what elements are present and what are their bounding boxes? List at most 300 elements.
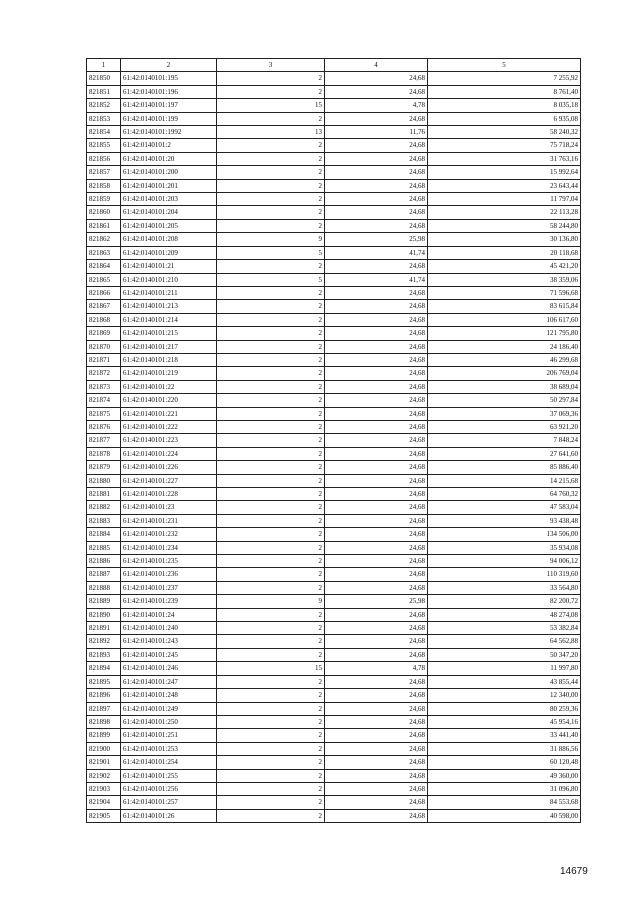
cadastral-number-cell: 61:42:0140101:247 (121, 675, 217, 688)
table-row (87, 635, 581, 648)
column-4-cell: 24,68 (325, 514, 428, 527)
column-4-cell: 24,68 (325, 219, 428, 232)
column-3-cell: 2 (217, 300, 325, 313)
row-number-cell: 821887 (87, 568, 121, 581)
column-4-cell: 24,68 (325, 193, 428, 206)
cadastral-number-cell: 61:42:0140101:204 (121, 206, 217, 219)
value-cell: 106 617,60 (428, 313, 581, 326)
column-3-cell: 2 (217, 796, 325, 809)
column-3-cell: 2 (217, 327, 325, 340)
column-3-cell: 9 (217, 233, 325, 246)
column-3-cell: 2 (217, 702, 325, 715)
column-3-cell: 2 (217, 139, 325, 152)
column-3-cell: 2 (217, 206, 325, 219)
cadastral-number-cell: 61:42:0140101:200 (121, 166, 217, 179)
cadastral-number-cell: 61:42:0140101:209 (121, 246, 217, 259)
cadastral-number-cell: 61:42:0140101:257 (121, 796, 217, 809)
value-cell: 38 689,04 (428, 380, 581, 393)
value-cell: 7 255,92 (428, 72, 581, 85)
column-4-cell: 24,68 (325, 152, 428, 165)
column-header: 1 (87, 59, 121, 72)
value-cell: 22 113,28 (428, 206, 581, 219)
column-3-cell: 2 (217, 179, 325, 192)
column-4-cell: 24,68 (325, 353, 428, 366)
cadastral-number-cell: 61:42:0140101:232 (121, 528, 217, 541)
cadastral-number-cell: 61:42:0140101:219 (121, 367, 217, 380)
column-4-cell: 24,68 (325, 260, 428, 273)
table-row (87, 313, 581, 326)
table-row (87, 233, 581, 246)
column-3-cell: 15 (217, 662, 325, 675)
column-3-cell: 2 (217, 769, 325, 782)
column-3-cell: 5 (217, 246, 325, 259)
value-cell: 37 069,36 (428, 407, 581, 420)
table-row (87, 394, 581, 407)
row-number-cell: 821882 (87, 501, 121, 514)
table-row (87, 72, 581, 85)
table-row (87, 555, 581, 568)
row-number-cell: 821888 (87, 581, 121, 594)
row-number-cell: 821861 (87, 219, 121, 232)
row-number-cell: 821900 (87, 742, 121, 755)
column-4-cell: 24,68 (325, 742, 428, 755)
row-number-cell: 821858 (87, 179, 121, 192)
value-cell: 31 096,80 (428, 782, 581, 795)
row-number-cell: 821872 (87, 367, 121, 380)
value-cell: 64 760,32 (428, 488, 581, 501)
cadastral-number-cell: 61:42:0140101:20 (121, 152, 217, 165)
value-cell: 84 553,68 (428, 796, 581, 809)
column-3-cell: 13 (217, 126, 325, 139)
column-4-cell: 24,68 (325, 340, 428, 353)
value-cell: 12 340,00 (428, 689, 581, 702)
cadastral-number-cell: 61:42:0140101:223 (121, 434, 217, 447)
cadastral-number-cell: 61:42:0140101:253 (121, 742, 217, 755)
row-number-cell: 821901 (87, 756, 121, 769)
value-cell: 6 935,08 (428, 112, 581, 125)
column-4-cell: 24,68 (325, 179, 428, 192)
value-cell: 20 118,68 (428, 246, 581, 259)
table-row (87, 608, 581, 621)
column-4-cell: 24,68 (325, 420, 428, 433)
row-number-cell: 821890 (87, 608, 121, 621)
value-cell: 82 200,72 (428, 595, 581, 608)
cadastral-number-cell: 61:42:0140101:222 (121, 420, 217, 433)
row-number-cell: 821852 (87, 99, 121, 112)
column-3-cell: 2 (217, 407, 325, 420)
column-4-cell: 24,68 (325, 488, 428, 501)
row-number-cell: 821870 (87, 340, 121, 353)
cadastral-number-cell: 61:42:0140101:21 (121, 260, 217, 273)
table-row (87, 219, 581, 232)
table-row (87, 702, 581, 715)
value-cell: 58 240,32 (428, 126, 581, 139)
row-number-cell: 821899 (87, 729, 121, 742)
row-number-cell: 821902 (87, 769, 121, 782)
row-number-cell: 821873 (87, 380, 121, 393)
column-4-cell: 24,68 (325, 541, 428, 554)
table-row (87, 689, 581, 702)
value-cell: 58 244,80 (428, 219, 581, 232)
table-row (87, 260, 581, 273)
value-cell: 30 136,80 (428, 233, 581, 246)
table-row (87, 273, 581, 286)
column-4-cell: 24,68 (325, 434, 428, 447)
value-cell: 94 006,12 (428, 555, 581, 568)
column-4-cell: 24,68 (325, 474, 428, 487)
cadastral-number-cell: 61:42:0140101:231 (121, 514, 217, 527)
column-header: 3 (217, 59, 325, 72)
table-row (87, 179, 581, 192)
column-4-cell: 24,68 (325, 501, 428, 514)
column-3-cell: 2 (217, 420, 325, 433)
column-4-cell: 41,74 (325, 246, 428, 259)
column-3-cell: 9 (217, 595, 325, 608)
row-number-cell: 821893 (87, 648, 121, 661)
column-header: 2 (121, 59, 217, 72)
column-4-cell: 24,68 (325, 635, 428, 648)
table-row (87, 796, 581, 809)
cadastral-number-cell: 61:42:0140101:205 (121, 219, 217, 232)
column-3-cell: 2 (217, 541, 325, 554)
column-3-cell: 2 (217, 166, 325, 179)
row-number-cell: 821862 (87, 233, 121, 246)
table-row (87, 420, 581, 433)
cadastral-number-cell: 61:42:0140101:220 (121, 394, 217, 407)
value-cell: 85 886,40 (428, 461, 581, 474)
cadastral-number-cell: 61:42:0140101:22 (121, 380, 217, 393)
column-header: 4 (325, 59, 428, 72)
value-cell: 45 421,20 (428, 260, 581, 273)
table-row (87, 715, 581, 728)
cadastral-number-cell: 61:42:0140101:236 (121, 568, 217, 581)
row-number-cell: 821860 (87, 206, 121, 219)
row-number-cell: 821886 (87, 555, 121, 568)
column-3-cell: 2 (217, 742, 325, 755)
column-3-cell: 2 (217, 380, 325, 393)
cadastral-number-cell: 61:42:0140101:234 (121, 541, 217, 554)
column-4-cell: 24,68 (325, 729, 428, 742)
column-3-cell: 2 (217, 353, 325, 366)
column-4-cell: 24,68 (325, 139, 428, 152)
column-3-cell: 2 (217, 447, 325, 460)
value-cell: 71 596,68 (428, 286, 581, 299)
column-3-cell: 2 (217, 675, 325, 688)
column-3-cell: 2 (217, 689, 325, 702)
cadastral-number-cell: 61:42:0140101:250 (121, 715, 217, 728)
row-number-cell: 821854 (87, 126, 121, 139)
table-row (87, 514, 581, 527)
table-row (87, 246, 581, 259)
row-number-cell: 821875 (87, 407, 121, 420)
row-number-cell: 821889 (87, 595, 121, 608)
column-3-cell: 2 (217, 72, 325, 85)
column-3-cell: 2 (217, 260, 325, 273)
row-number-cell: 821857 (87, 166, 121, 179)
value-cell: 23 643,44 (428, 179, 581, 192)
row-number-cell: 821868 (87, 313, 121, 326)
column-3-cell: 2 (217, 501, 325, 514)
column-3-cell: 2 (217, 461, 325, 474)
column-3-cell: 2 (217, 756, 325, 769)
column-3-cell: 2 (217, 286, 325, 299)
column-3-cell: 2 (217, 528, 325, 541)
cadastral-number-cell: 61:42:0140101:243 (121, 635, 217, 648)
column-4-cell: 24,68 (325, 675, 428, 688)
table-row (87, 474, 581, 487)
cadastral-number-cell: 61:42:0140101:227 (121, 474, 217, 487)
column-4-cell: 24,68 (325, 756, 428, 769)
cadastral-number-cell: 61:42:0140101:208 (121, 233, 217, 246)
value-cell: 40 598,00 (428, 809, 581, 822)
value-cell: 53 382,84 (428, 622, 581, 635)
value-cell: 48 274,08 (428, 608, 581, 621)
value-cell: 75 718,24 (428, 139, 581, 152)
table-row (87, 756, 581, 769)
column-4-cell: 24,68 (325, 555, 428, 568)
row-number-cell: 821903 (87, 782, 121, 795)
column-3-cell: 2 (217, 474, 325, 487)
column-3-cell: 2 (217, 568, 325, 581)
value-cell: 45 954,16 (428, 715, 581, 728)
cadastral-number-cell: 61:42:0140101:246 (121, 662, 217, 675)
column-3-cell: 2 (217, 514, 325, 527)
cadastral-number-cell: 61:42:0140101:237 (121, 581, 217, 594)
value-cell: 46 299,68 (428, 353, 581, 366)
value-cell: 110 319,60 (428, 568, 581, 581)
row-number-cell: 821892 (87, 635, 121, 648)
row-number-cell: 821865 (87, 273, 121, 286)
cadastral-number-cell: 61:42:0140101:2 (121, 139, 217, 152)
value-cell: 49 360,00 (428, 769, 581, 782)
column-3-cell: 5 (217, 273, 325, 286)
cadastral-number-cell: 61:42:0140101:254 (121, 756, 217, 769)
column-3-cell: 2 (217, 555, 325, 568)
cadastral-number-cell: 61:42:0140101:248 (121, 689, 217, 702)
cadastral-number-cell: 61:42:0140101:199 (121, 112, 217, 125)
table-row (87, 300, 581, 313)
value-cell: 35 934,08 (428, 541, 581, 554)
table-row (87, 380, 581, 393)
table-row (87, 488, 581, 501)
row-number-cell: 821876 (87, 420, 121, 433)
table-row (87, 648, 581, 661)
row-number-cell: 821895 (87, 675, 121, 688)
column-4-cell: 24,68 (325, 568, 428, 581)
row-number-cell: 821894 (87, 662, 121, 675)
row-number-cell: 821864 (87, 260, 121, 273)
table-row (87, 152, 581, 165)
column-3-cell: 2 (217, 488, 325, 501)
cadastral-number-cell: 61:42:0140101:214 (121, 313, 217, 326)
table-row (87, 501, 581, 514)
table-row (87, 809, 581, 822)
value-cell: 27 641,60 (428, 447, 581, 460)
column-4-cell: 25,98 (325, 595, 428, 608)
row-number-cell: 821891 (87, 622, 121, 635)
cadastral-number-cell: 61:42:0140101:196 (121, 85, 217, 98)
column-3-cell: 2 (217, 715, 325, 728)
row-number-cell: 821905 (87, 809, 121, 822)
column-3-cell: 2 (217, 340, 325, 353)
row-number-cell: 821898 (87, 715, 121, 728)
value-cell: 33 441,40 (428, 729, 581, 742)
column-3-cell: 15 (217, 99, 325, 112)
value-cell: 43 855,44 (428, 675, 581, 688)
row-number-cell: 821880 (87, 474, 121, 487)
column-4-cell: 4,78 (325, 662, 428, 675)
column-4-cell: 24,68 (325, 622, 428, 635)
table-row (87, 126, 581, 139)
column-3-cell: 2 (217, 648, 325, 661)
column-3-cell: 2 (217, 394, 325, 407)
cadastral-number-cell: 61:42:0140101:255 (121, 769, 217, 782)
row-number-cell: 821878 (87, 447, 121, 460)
column-header: 5 (428, 59, 581, 72)
value-cell: 80 259,36 (428, 702, 581, 715)
cadastral-number-cell: 61:42:0140101:203 (121, 193, 217, 206)
table-body (87, 72, 581, 823)
column-3-cell: 2 (217, 152, 325, 165)
cadastral-number-cell: 61:42:0140101:215 (121, 327, 217, 340)
table-header-row (87, 59, 581, 72)
row-number-cell: 821856 (87, 152, 121, 165)
value-cell: 31 763,16 (428, 152, 581, 165)
row-number-cell: 821863 (87, 246, 121, 259)
table-row (87, 139, 581, 152)
table-row (87, 367, 581, 380)
column-4-cell: 41,74 (325, 273, 428, 286)
value-cell: 134 506,00 (428, 528, 581, 541)
value-cell: 47 583,04 (428, 501, 581, 514)
cadastral-number-cell: 61:42:0140101:228 (121, 488, 217, 501)
table-row (87, 327, 581, 340)
row-number-cell: 821879 (87, 461, 121, 474)
column-4-cell: 24,68 (325, 407, 428, 420)
column-4-cell: 24,68 (325, 112, 428, 125)
value-cell: 31 886,56 (428, 742, 581, 755)
column-3-cell: 2 (217, 193, 325, 206)
cadastral-number-cell: 61:42:0140101:249 (121, 702, 217, 715)
cadastral-number-cell: 61:42:0140101:224 (121, 447, 217, 460)
cadastral-number-cell: 61:42:0140101:26 (121, 809, 217, 822)
table-row (87, 166, 581, 179)
cadastral-number-cell: 61:42:0140101:24 (121, 608, 217, 621)
table-row (87, 581, 581, 594)
column-4-cell: 24,68 (325, 313, 428, 326)
row-number-cell: 821883 (87, 514, 121, 527)
column-4-cell: 24,68 (325, 72, 428, 85)
cadastral-number-cell: 61:42:0140101:226 (121, 461, 217, 474)
value-cell: 24 186,40 (428, 340, 581, 353)
table-row (87, 461, 581, 474)
column-4-cell: 24,68 (325, 367, 428, 380)
row-number-cell: 821851 (87, 85, 121, 98)
table-row (87, 742, 581, 755)
page-number: 14679 (560, 866, 588, 877)
column-4-cell: 24,68 (325, 689, 428, 702)
column-4-cell: 24,68 (325, 702, 428, 715)
cadastral-number-cell: 61:42:0140101:235 (121, 555, 217, 568)
column-4-cell: 24,68 (325, 608, 428, 621)
cadastral-number-cell: 61:42:0140101:239 (121, 595, 217, 608)
column-3-cell: 2 (217, 85, 325, 98)
row-number-cell: 821884 (87, 528, 121, 541)
cadastral-number-cell: 61:42:0140101:210 (121, 273, 217, 286)
table-row (87, 528, 581, 541)
value-cell: 206 769,04 (428, 367, 581, 380)
column-4-cell: 24,68 (325, 528, 428, 541)
row-number-cell: 821855 (87, 139, 121, 152)
value-cell: 50 347,20 (428, 648, 581, 661)
row-number-cell: 821859 (87, 193, 121, 206)
column-3-cell: 2 (217, 782, 325, 795)
cadastral-number-cell: 61:42:0140101:218 (121, 353, 217, 366)
table-row (87, 782, 581, 795)
cadastral-number-cell: 61:42:0140101:213 (121, 300, 217, 313)
column-3-cell: 2 (217, 313, 325, 326)
value-cell: 60 120,48 (428, 756, 581, 769)
value-cell: 15 992,64 (428, 166, 581, 179)
table-row (87, 353, 581, 366)
row-number-cell: 821850 (87, 72, 121, 85)
row-number-cell: 821869 (87, 327, 121, 340)
value-cell: 50 297,84 (428, 394, 581, 407)
column-4-cell: 24,68 (325, 166, 428, 179)
cadastral-number-cell: 61:42:0140101:251 (121, 729, 217, 742)
table-row (87, 662, 581, 675)
table-row (87, 434, 581, 447)
column-4-cell: 11,76 (325, 126, 428, 139)
table-row (87, 85, 581, 98)
table-row (87, 193, 581, 206)
value-cell: 93 438,48 (428, 514, 581, 527)
column-4-cell: 24,68 (325, 85, 428, 98)
column-4-cell: 24,68 (325, 461, 428, 474)
value-cell: 8 761,40 (428, 85, 581, 98)
row-number-cell: 821885 (87, 541, 121, 554)
table-row (87, 568, 581, 581)
cadastral-number-cell: 61:42:0140101:197 (121, 99, 217, 112)
value-cell: 83 615,84 (428, 300, 581, 313)
row-number-cell: 821866 (87, 286, 121, 299)
row-number-cell: 821877 (87, 434, 121, 447)
table-row (87, 286, 581, 299)
column-4-cell: 24,68 (325, 206, 428, 219)
row-number-cell: 821881 (87, 488, 121, 501)
value-cell: 38 359,06 (428, 273, 581, 286)
value-cell: 63 921,20 (428, 420, 581, 433)
value-cell: 11 797,04 (428, 193, 581, 206)
value-cell: 64 562,88 (428, 635, 581, 648)
cadastral-number-cell: 61:42:0140101:195 (121, 72, 217, 85)
column-4-cell: 24,68 (325, 581, 428, 594)
row-number-cell: 821897 (87, 702, 121, 715)
column-4-cell: 24,68 (325, 648, 428, 661)
column-4-cell: 24,68 (325, 796, 428, 809)
column-3-cell: 2 (217, 608, 325, 621)
cadastral-number-cell: 61:42:0140101:221 (121, 407, 217, 420)
row-number-cell: 821871 (87, 353, 121, 366)
table-row (87, 729, 581, 742)
row-number-cell: 821904 (87, 796, 121, 809)
data-table (86, 58, 581, 823)
table-row (87, 340, 581, 353)
row-number-cell: 821853 (87, 112, 121, 125)
row-number-cell: 821874 (87, 394, 121, 407)
column-4-cell: 24,68 (325, 447, 428, 460)
table-row (87, 447, 581, 460)
